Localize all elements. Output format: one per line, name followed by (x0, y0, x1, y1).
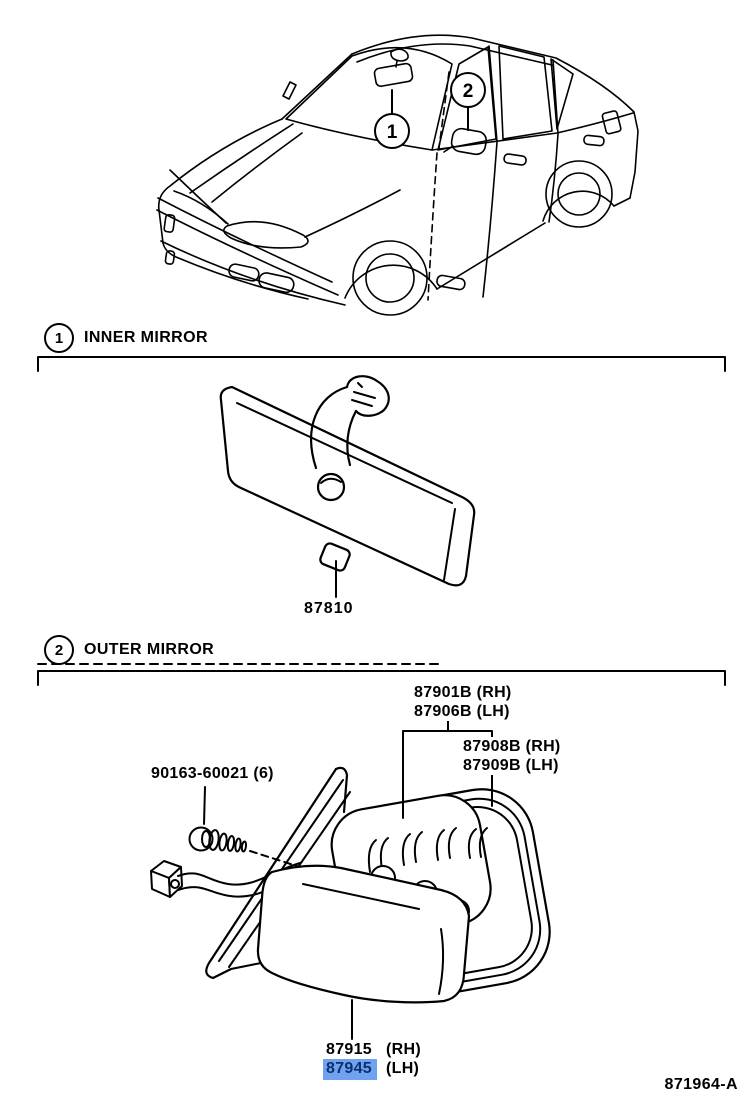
section-1-number: 1 (54, 329, 64, 347)
headlight (224, 222, 308, 248)
antenna (283, 82, 296, 99)
label-mirror-assy-lh: 87906B (LH) (414, 703, 510, 720)
rear-wheel (546, 161, 612, 227)
label-mirror-assy (413, 683, 513, 721)
label-glass-rh-row (326, 1040, 421, 1059)
section-heading-inner (44, 323, 208, 353)
section-1-badge (44, 323, 74, 353)
callout-outer-mirror (451, 73, 485, 130)
section-2-badge (44, 635, 74, 665)
front-wheel (353, 241, 427, 315)
section-heading-outer (44, 635, 214, 665)
screw (190, 828, 247, 852)
rear-door-window (499, 46, 552, 139)
label-glass-lh-side: (LH) (386, 1060, 420, 1077)
label-screw-part: 90163-60021 (6) (151, 765, 274, 782)
label-glass-rh-side: (RH) (386, 1041, 421, 1058)
label-retainer (462, 737, 562, 775)
label-retainer-lh: 87909B (LH) (463, 757, 559, 774)
inner-section-bracket (38, 357, 725, 371)
callout-1-number: 1 (386, 122, 398, 143)
label-mirror-assy-rh: 87901B (RH) (414, 684, 512, 701)
label-inner-mirror-part: 87810 (304, 600, 354, 617)
label-glass-rh-number: 87915 (326, 1041, 372, 1058)
callout-inner-mirror (375, 90, 409, 148)
label-retainer-rh: 87908B (RH) (463, 738, 561, 755)
car-inner-mirror (374, 49, 414, 87)
outer-mirror-drawing (151, 768, 558, 1002)
section-1-title: INNER MIRROR (84, 329, 208, 346)
section-2-number: 2 (54, 641, 64, 659)
windshield (286, 48, 452, 150)
callout-2-number: 2 (462, 81, 474, 102)
inner-mirror-drawing (221, 376, 475, 585)
diagram-code: 871964-A (664, 1076, 738, 1093)
car-drawing (157, 35, 638, 315)
mirror-mount-arm (311, 376, 389, 500)
label-glass-lh-number-highlighted[interactable]: 87945 (323, 1059, 377, 1080)
screw-dashed-leader (250, 851, 303, 868)
section-2-title: OUTER MIRROR (84, 641, 215, 658)
label-mirror-glass (325, 1040, 422, 1080)
leader-screw (204, 787, 205, 824)
label-glass-lh-row (326, 1059, 421, 1080)
outer-section-bracket (38, 664, 725, 685)
